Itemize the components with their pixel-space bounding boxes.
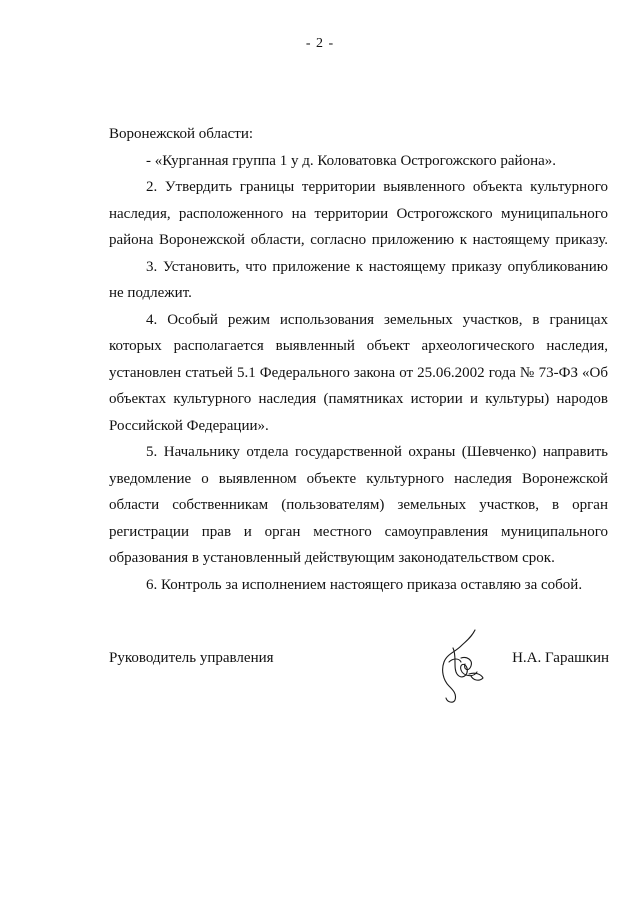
handwritten-signature-icon bbox=[431, 628, 491, 706]
text-line: не подлежит. bbox=[109, 285, 192, 301]
text-line: - «Курганная группа 1 у д. Коловатовка Острогожского района». bbox=[146, 152, 557, 169]
text-line: уведомление о выявленном объекте культурного наследия Воронежской bbox=[109, 470, 608, 487]
text-line: объектах культурного наследия (памятниках истории и культуры) народов bbox=[109, 391, 608, 407]
text-line: регистрации прав и орган местного самоуправления муниципального bbox=[109, 523, 608, 540]
text-line: 4. Особый режим использования земельных участков, в границах bbox=[146, 311, 608, 328]
text-line: образования в установленный действующим законодательством срок. bbox=[109, 550, 555, 566]
text-line: области собственникам (пользователям) земельных участков, в орган bbox=[109, 497, 608, 513]
text-line: Российской Федерации». bbox=[109, 417, 269, 434]
text-line: 2. Утвердить границы территории выявленного объекта культурного bbox=[146, 179, 608, 195]
text-line: 3. Установить, что приложение к настоящему приказу опубликованию bbox=[146, 258, 608, 275]
signer-name: Н.А. Гарашкин bbox=[512, 650, 609, 666]
text-line: которых располагается выявленный объект археологического наследия, bbox=[109, 338, 608, 354]
text-line: установлен статьей 5.1 Федерального закона от 25.06.2002 года № 73-ФЗ «Об bbox=[109, 364, 608, 381]
signature-block bbox=[109, 650, 609, 710]
page-number: - 2 - bbox=[305, 36, 335, 51]
signer-title: Руководитель управления bbox=[109, 650, 274, 666]
text-line: Воронежской области: bbox=[109, 126, 254, 142]
text-line: наследия, расположенного на территории Острогожского муниципального bbox=[109, 205, 608, 222]
text-line: 6. Контроль за исполнением настоящего приказа оставляю за собой. bbox=[146, 576, 583, 593]
text-line: 5. Начальнику отдела государственной охраны (Шевченко) направить bbox=[146, 444, 608, 460]
text-line: района Воронежской области, согласно приложению к настоящему приказу. bbox=[109, 232, 608, 248]
document-body bbox=[109, 121, 608, 598]
